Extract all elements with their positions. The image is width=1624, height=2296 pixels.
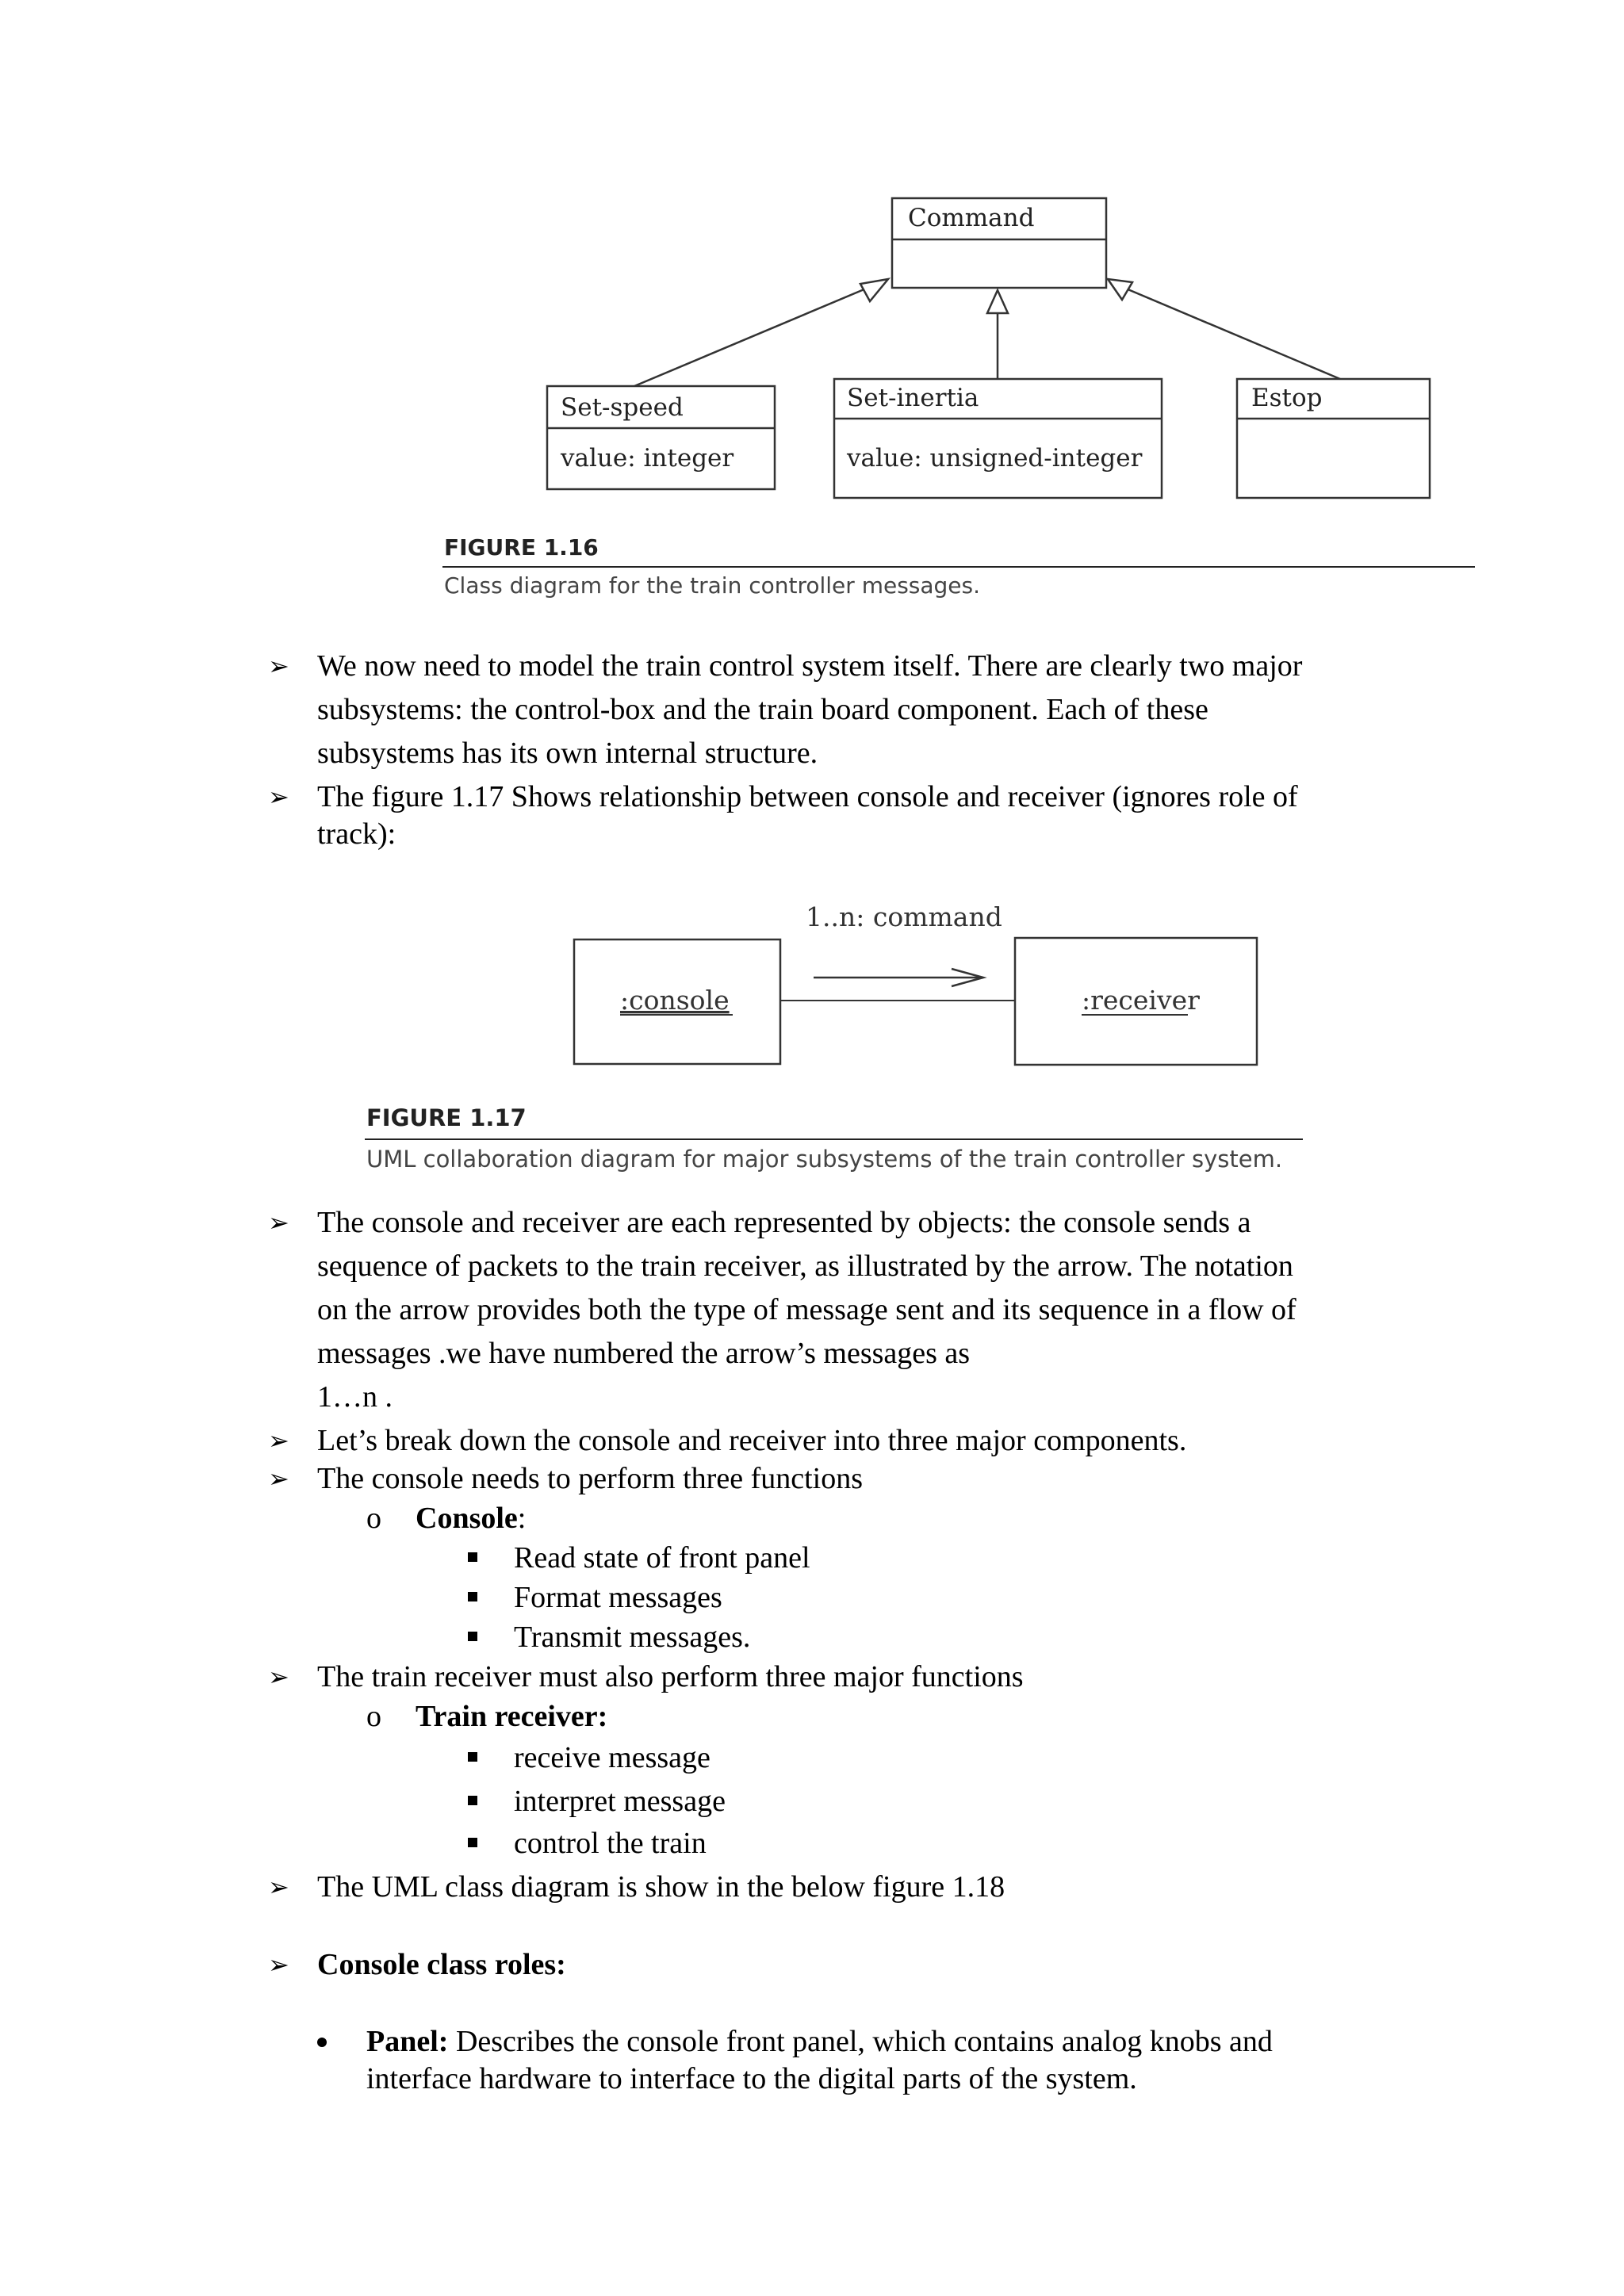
paragraph-4: Let’s break down the console and receiver into three major components. [317,1424,1187,1457]
paragraph-3-line-3: on the arrow provides both the type of message sent and its sequence in a flow of [317,1293,1297,1326]
command-class-name: Command [908,204,1035,232]
receiver-item-2: interpret message [514,1785,726,1818]
paragraph-8 [317,1947,566,1982]
paragraph-3-line-4: messages .we have numbered the arrow’s messages as [317,1337,971,1370]
paragraph-1-line-2: subsystems: the control-box and the train board component. Each of these [317,693,1208,726]
set-inertia-attribute: value: unsigned-integer [847,444,1143,473]
estop-class-name: Estop [1251,384,1323,412]
square-bullet-icon [468,1838,477,1847]
figure-1-17-label: FIGURE 1.17 [366,1104,527,1131]
receiver-item-1: receive message [514,1741,710,1774]
console-item-1: Read state of front panel [514,1541,810,1575]
figure-1-16-caption: Class diagram for the train controller messages. [444,572,981,599]
console-heading: Console [416,1502,518,1535]
square-bullet-icon [468,1796,477,1805]
paragraph-3-line-5: 1…n . [317,1380,393,1414]
square-bullet-icon [468,1592,477,1601]
figure-1-16-label: FIGURE 1.16 [444,534,599,561]
set-speed-class-name: Set-speed [561,393,684,422]
panel-item-line-2: interface hardware to interface to the digital parts of the system. [366,2062,1137,2095]
paragraph-1-line-1: We now need to model the train control system itself. There are clearly two major [317,649,1303,683]
paragraph-3-line-1: The console and receiver are each represented by objects: the console sends a [317,1206,1251,1239]
console-item-2: Format messages [514,1581,722,1614]
paragraph-6: The train receiver must also perform three major functions [317,1660,1024,1693]
panel-term: Panel: [366,2025,449,2058]
circle-bullet-icon: o [366,1700,381,1733]
paragraph-7: The UML class diagram is show in the below figure 1.18 [317,1870,1005,1904]
console-heading-line [416,1501,526,1536]
set-inertia-class-name: Set-inertia [847,384,979,412]
receiver-heading-line [416,1699,607,1734]
set-speed-generalization-line [634,289,866,386]
dot-bullet-icon [317,2038,327,2047]
arrow-bullet-icon: ➢ [268,651,289,681]
arrow-bullet-icon: ➢ [268,1950,289,1980]
arrow-bullet-icon: ➢ [268,1425,289,1456]
console-class-roles-heading: Console class roles: [317,1948,566,1981]
arrow-bullet-icon: ➢ [268,782,289,812]
paragraph-3-line-2: sequence of packets to the train receiver, as illustrated by the arrow. The notation [317,1249,1293,1283]
arrow-bullet-icon: ➢ [268,1662,289,1692]
estop-generalization-line [1126,289,1340,379]
console-item-3: Transmit messages. [514,1621,751,1654]
set-speed-inheritance-arrowhead [860,279,888,301]
panel-item-line-1 [366,2024,1273,2059]
square-bullet-icon [468,1752,477,1762]
estop-inheritance-arrowhead [1108,279,1132,300]
arrow-bullet-icon: ➢ [268,1207,289,1238]
paragraph-2-line-1: The figure 1.17 Shows relationship between console and receiver (ignores role of [317,780,1298,813]
message-label: 1..n: command [806,901,1002,932]
set-inertia-inheritance-arrowhead [987,290,1008,313]
receiver-object-name: :receiver [1082,985,1200,1016]
console-heading-suffix: : [517,1502,527,1535]
panel-description-1: Describes the console front panel, which contains analog knobs and [448,2025,1273,2058]
square-bullet-icon [468,1632,477,1641]
receiver-item-3: control the train [514,1827,707,1860]
arrow-bullet-icon: ➢ [268,1872,289,1902]
paragraph-5: The console needs to perform three functions [317,1462,863,1495]
paragraph-2-line-2: track): [317,817,396,851]
receiver-heading: Train receiver: [416,1700,608,1733]
arrow-bullet-icon: ➢ [268,1464,289,1494]
set-speed-attribute: value: integer [561,444,734,473]
circle-bullet-icon: o [366,1502,381,1535]
console-object-name: :console [620,985,730,1016]
paragraph-1-line-3: subsystems has its own internal structure. [317,737,818,770]
square-bullet-icon [468,1552,477,1562]
figure-1-17-caption: UML collaboration diagram for major subsystems of the train controller system. [366,1146,1283,1173]
